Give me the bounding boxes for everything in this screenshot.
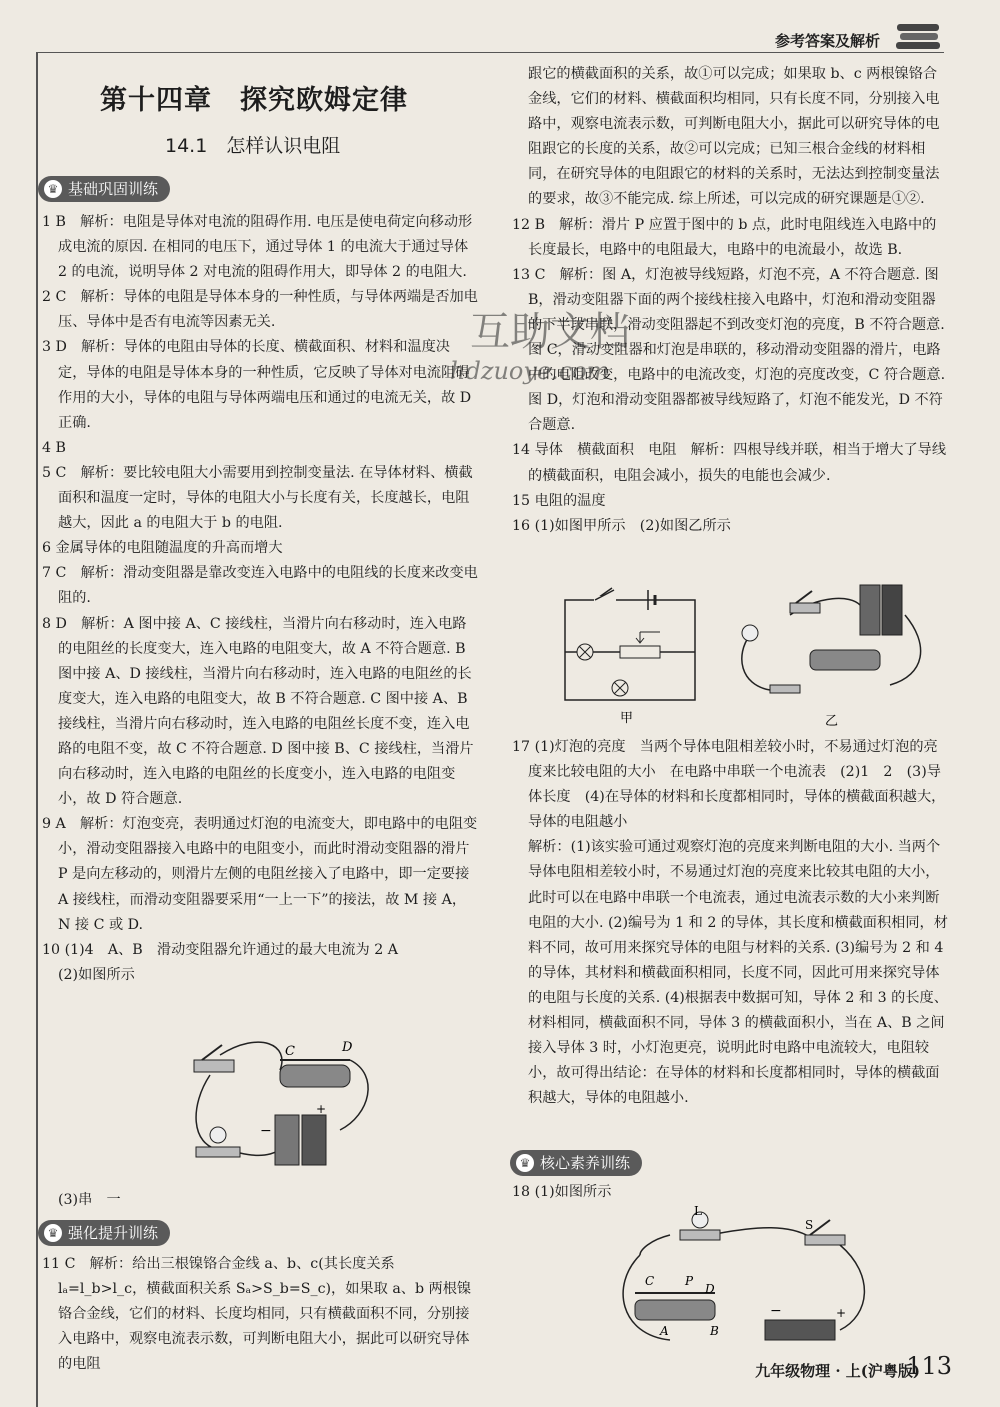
label-plus: + — [316, 1102, 327, 1116]
crown-icon: ♛ — [44, 1224, 62, 1242]
chapter-title: 第十四章 探究欧姆定律 — [100, 85, 408, 116]
answer-10-part1: 10 (1)4 A、B 滑动变阻器允许通过的最大电流为 2 A — [42, 941, 399, 958]
fig-jia-label: 甲 — [620, 711, 634, 726]
answer-13: 13 C 解析：图 A，灯泡被导线短路，灯泡不亮，A 不符合题意. 图 B，滑动变阻器下面的两个接线柱接入电路中，灯泡和滑动变阻器的下半段串联，滑动变阻器起不到改变灯泡的亮度，B 不符合题意. 图 C，滑动变阻器和灯泡是串联的，移动滑动变阻器的滑片，电路中的电阻改变，电路中的电流改变，灯泡的亮度改变，C 符合题意. 图 D，灯泡和滑动变阻器都被导线短路了，灯泡不能发光，D 不符合题意. — [512, 266, 946, 434]
label-a: A — [660, 1324, 669, 1338]
q10-circuit-figure — [180, 1035, 380, 1185]
left-column — [42, 210, 478, 988]
banner-advanced — [38, 1220, 170, 1246]
right-column-lower — [512, 735, 948, 1111]
crown-icon: ♛ — [44, 180, 62, 198]
answer-2: 2 C 解析：导体的电阻是导体本身的一种性质，与导体两端是否加电压、导体中是否有电流等因素无关. — [42, 289, 478, 331]
q18-circuit-figure — [610, 1205, 880, 1355]
q16-drawing-yi — [730, 575, 930, 735]
answer-6: 6 金属导体的电阻随温度的升高而增大 — [42, 540, 283, 557]
answer-11: 11 C 解析：给出三根镍铬合金线 a、b、c(其长度关系 lₐ=l_b>l_c，横截面积关系 Sₐ>S_b=S_c)，如果取 a、b 两根镍铬合金线，它们的材料、长度均相同，只有横截面积不同，分别接入电路中，观察电流表示数，可判断电阻大小，据此可以研究导体的电阻 — [42, 1256, 472, 1373]
banner-basic — [38, 176, 170, 202]
answer-5: 5 C 解析：要比较电阻大小需要用到控制变量法. 在导体材料、横截面积和温度一定时，导体的电阻大小与长度有关，长度越长，电阻越大，因此 a 的电阻大于 b 的电阻. — [42, 464, 473, 532]
answer-4: 4 B — [42, 439, 66, 456]
answer-11-continued: 跟它的横截面积的关系，故①可以完成；如果取 b、c 两根镍铬合金线，它们的材料、横截面积均相同，只有长度不同，分别接入电路中，观察电流表示数，可判断电阻大小，据此可以研究导体的电阻跟它的长度的关系，故②可以完成；已知三根合金线的材料相同，在研究导体的电阻跟它的材料的关系时，无法达到控制变量法的要求，故③不能完成. 综上所述，可以完成的研究课题是①②. — [528, 66, 940, 208]
banner-core-label: 核心素养训练 — [540, 1154, 631, 1172]
label-c2: C — [645, 1274, 655, 1288]
answer-9: 9 A 解析：灯泡变亮，表明通过灯泡的电流变大，即电路中的电阻变小，滑动变阻器接入电路中的电阻变小，而此时滑动变阻器的滑片 P 是向左移动的，则滑片左侧的电阻丝接入了电路中，即一定要接 A 接线柱，而滑动变阻器要采用“一上一下”的接法，故 M 接 A，N 接 C 或 D. — [42, 816, 478, 933]
answer-1: 1 B 解析：电阻是导体对电流的阻碍作用. 电压是使电荷定向移动形成电流的原因. 在相同的电压下，通过导体 1 的电流大于通过导体 2 的电流，说明导体 2 对电流的阻碍作用大，即导体 2 的电阻大. — [42, 214, 473, 281]
answer-18 — [512, 1180, 611, 1205]
answer-10-part3 — [58, 1188, 121, 1213]
watermark-stamp — [450, 300, 700, 440]
answer-17-main: 17 (1)灯泡的亮度 当两个导体电阻相差较小时，不易通过灯泡的亮度来比较电阻的大小 在电路中串联一个电流表 (2)1 2 (3)导体长度 (4)在导体的材料和长度都相同时，导体的横截面积越大，导体的电阻越小 — [512, 739, 946, 831]
watermark-line2: hdzuoye.com — [450, 357, 610, 385]
answer-12: 12 B 解析：滑片 P 应置于图中的 b 点，此时电阻线连入电路中的长度最长，电路中的电阻最大，电路中的电流最小，故选 B. — [512, 216, 937, 258]
label-d2: D — [705, 1282, 715, 1296]
label-s: S — [805, 1218, 814, 1232]
page-number: 113 — [906, 1352, 952, 1380]
banner-core — [510, 1150, 642, 1176]
label-c: C — [285, 1044, 295, 1059]
section-title: 14.1 怎样认识电阻 — [165, 135, 341, 157]
banner-advanced-label: 强化提升训练 — [68, 1224, 159, 1242]
answer-16: 16 (1)如图甲所示 (2)如图乙所示 — [512, 517, 731, 534]
answer-3: 3 D 解析：导体的电阻由导体的长度、横截面积、材料和温度决定，导体的电阻是导体本身的一种性质，它反映了导体对电流阻碍作用的大小，导体的电阻与导体两端电压和通过的电流无关，故 D 正确. — [42, 339, 472, 431]
q16-schematic-jia — [550, 580, 710, 730]
answer-18-text: 18 (1)如图所示 — [512, 1184, 612, 1200]
answer-10-part2: (2)如图所示 — [58, 966, 135, 983]
label-p: P — [685, 1274, 694, 1288]
label-l: L — [694, 1205, 702, 1218]
label-plus2: + — [836, 1306, 847, 1320]
label-minus2: − — [770, 1303, 782, 1319]
running-header: 参考答案及解析 — [774, 32, 880, 50]
watermark-line1: 互助文档 — [470, 309, 630, 355]
label-b: B — [710, 1324, 719, 1338]
answer-17-explain: 解析：(1)该实验可通过观察灯泡的亮度来判断电阻的大小. 当两个导体电阻相差较小时，不易通过灯泡的亮度来比较其电阻的大小，此时可以在电路中串联一个电流表，通过电流表示数的大小来判断电阻的大小. (2)编号为 1 和 2 的导体，其长度和横截面积相同，材料不同，故可用来探究导体的电阻与材料的关系. (3)编号为 2 和 4 的导体，其材料和横截面积相同，长度不同，因此可用来探究导体的电阻与长度的关系. (4)根据表中数据可知，导体 2 和 3 的长度、材料相同，横截面积不同，导体 3 的横截面积小，当在 A、B 之间接入导体 3 时，小灯泡更亮，说明此时电路中电流较大，电阻较小，故可得出结论：在导体的材料和长度都相同时，导体的横截面积越大，导体的电阻越小. — [528, 839, 948, 1107]
books-icon — [894, 22, 944, 52]
answer-14: 14 导体 横截面积 电阻 解析：四根导线并联，相当于增大了导线的横截面积，电阻会减小，损失的电能也会减少. — [512, 442, 947, 484]
answer-10-part3-text: (3)串 一 — [58, 1192, 121, 1208]
fig-yi-label: 乙 — [825, 714, 839, 729]
page-margin-rule — [36, 52, 38, 1407]
crown-icon: ♛ — [516, 1154, 534, 1172]
banner-basic-label: 基础巩固训练 — [68, 180, 159, 198]
answer-11-block — [42, 1252, 478, 1377]
answer-8: 8 D 解析：A 图中接 A、C 接线柱，当滑片向右移动时，连入电路的电阻丝的长度变大，连入电路的电阻变大，故 A 不符合题意. B 图中接 A、D 接线柱，当滑片向右移动时，连入电路的电阻丝的长度变大，连入电路的电阻变大，故 B 不符合题意. C 图中接 A、B 接线柱，当滑片向右移动时，连入电路的电阻丝长度不变，连入电路的电阻不变，故 C 不符合题意. D 图中接 B、C 接线柱，当滑片向右移动时，连入电路的电阻丝的长度变小，连入电路的电阻变小，故 D 符合题意. — [42, 615, 474, 808]
header-rule — [36, 52, 944, 53]
footer-text: 九年级物理 · 上(沪粤版) — [755, 1362, 920, 1380]
answer-7: 7 C 解析：滑动变阻器是靠改变连入电路中的电阻线的长度来改变电阻的. — [42, 565, 478, 607]
label-d: D — [342, 1040, 353, 1055]
answer-15: 15 电阻的温度 — [512, 492, 606, 509]
label-minus: − — [260, 1123, 272, 1139]
